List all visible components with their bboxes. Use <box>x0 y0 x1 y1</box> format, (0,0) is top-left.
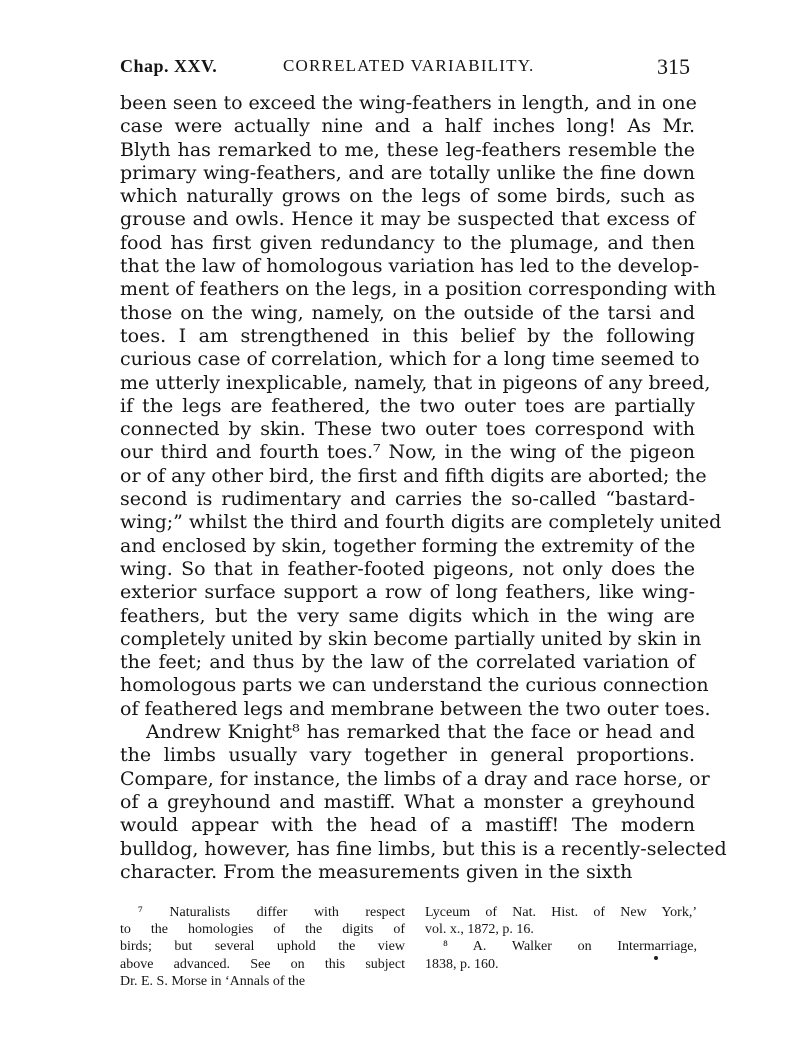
text-line: homologous parts we can understand the curious connection <box>120 674 709 697</box>
text-line: and enclosed by skin, together forming the extremity of the <box>120 534 696 557</box>
running-title: CORRELATED VARIABILITY. <box>283 56 535 75</box>
footnote-line: 1838, p. 160. <box>425 956 499 972</box>
print-speck <box>654 956 658 960</box>
text-line: case were actually nine and a half inches long! As Mr. <box>120 115 695 138</box>
text-line: of a greyhound and mastiff. What a monster a greyhound <box>120 790 695 813</box>
text-line: which naturally grows on the legs of some birds, such as <box>120 185 695 208</box>
running-header <box>118 50 690 86</box>
footnote-column-left <box>120 904 405 990</box>
text-line: our third and fourth toes.⁷ Now, in the wing of the pigeon <box>120 441 695 464</box>
text-line: me utterly inexplicable, namely, that in pigeons of any breed, <box>120 371 711 394</box>
footnote-line: ⁷ Naturalists differ with respect <box>138 905 405 920</box>
text-line: if the legs are feathered, the two outer toes are partially <box>120 394 695 417</box>
text-line: Andrew Knight⁸ has remarked that the face or head and <box>146 721 695 744</box>
text-line: grouse and owls. Hence it may be suspected that excess of <box>120 208 695 231</box>
text-line: curious case of correlation, which for a long time seemed to <box>120 348 700 371</box>
footnote-line: to the homologies of the digits of <box>120 922 405 938</box>
text-line: exterior surface support a row of long feathers, like wing- <box>120 581 695 604</box>
footnote-line: vol. x., 1872, p. 16. <box>425 922 534 938</box>
page-number: 315 <box>657 54 690 79</box>
footnote-line: Lyceum of Nat. Hist. of New York,’ <box>425 905 697 920</box>
footnote-line: Dr. E. S. Morse in ‘Annals of the <box>120 973 306 989</box>
text-line: Compare, for instance, the limbs of a dray and race horse, or <box>120 767 710 790</box>
text-line: character. From the measurements given in the sixth <box>120 860 633 883</box>
text-line: been seen to exceed the wing-feathers in length, and in one <box>120 92 697 114</box>
main-text <box>120 92 727 884</box>
footnote-line: ⁸ A. Walker on Intermarriage, <box>443 939 697 955</box>
text-line: that the law of homologous variation has led to the develop- <box>120 255 700 278</box>
text-line: wing;” whilst the third and fourth digits are completely united <box>120 511 722 534</box>
footnote-line: above advanced. See on this subject <box>120 956 405 972</box>
text-line: or of any other bird, the first and fifth digits are aborted; the <box>120 464 707 487</box>
text-line: would appear with the head of a mastiff! The modern <box>120 814 695 837</box>
text-line: the feet; and thus by the law of the correlated variation of <box>120 651 695 674</box>
text-line: bulldog, however, has fine limbs, but this is a recently-selected <box>120 837 727 860</box>
text-line: completely united by skin become partially united by skin in <box>120 627 702 650</box>
text-line: connected by skin. These two outer toes correspond with <box>120 418 695 441</box>
text-line: ment of feathers on the legs, in a position corresponding with <box>120 278 717 301</box>
text-line: toes. I am strengthened in this belief by the following <box>120 324 695 347</box>
text-line: second is rudimentary and carries the so-called “bastard- <box>120 488 695 511</box>
footnote-column-right <box>425 904 697 973</box>
text-line: those on the wing, namely, on the outside of the tarsi and <box>120 301 695 324</box>
footnote-line: birds; but several uphold the view <box>120 939 405 955</box>
text-line: the limbs usually vary together in general proportions. <box>120 744 695 767</box>
text-line: wing. So that in feather-footed pigeons, not only does the <box>120 557 695 580</box>
text-line: Blyth has remarked to me, these leg-feathers resemble the <box>120 138 695 161</box>
chapter-label: Chap. XXV. <box>120 56 218 76</box>
text-line: feathers, but the very same digits which in the wing are <box>120 604 695 627</box>
text-line: primary wing-feathers, and are totally unlike the fine down <box>120 161 695 184</box>
text-line: food has first given redundancy to the plumage, and then <box>120 231 695 254</box>
text-line: of feathered legs and membrane between the two outer toes. <box>120 697 711 720</box>
